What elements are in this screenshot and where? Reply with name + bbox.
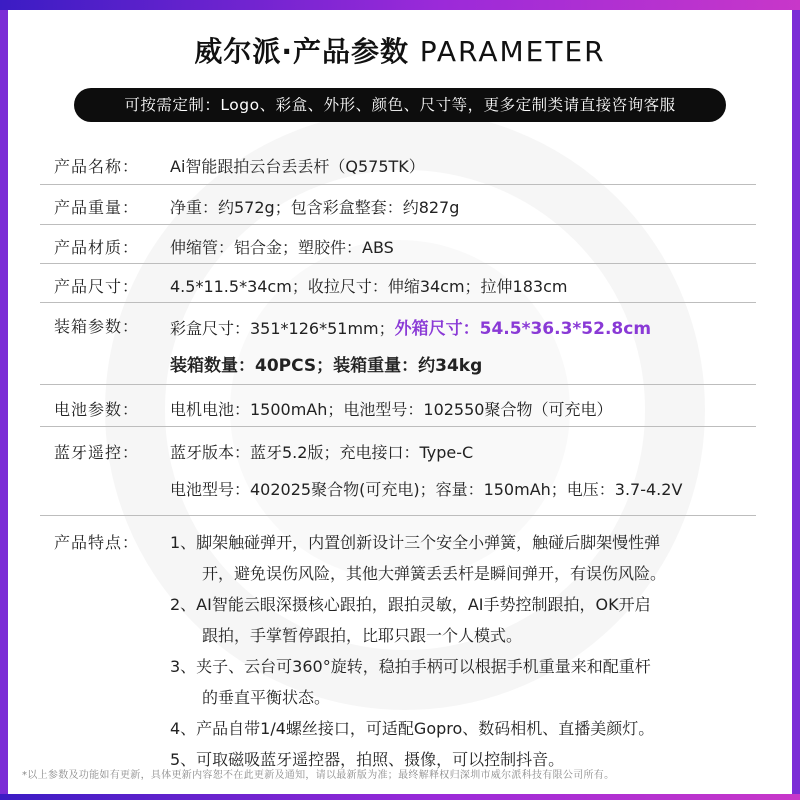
- spec-row-name: [40, 145, 756, 185]
- title-en: PARAMETER: [419, 35, 606, 68]
- title-cn: 威尔派·产品参数: [194, 35, 410, 68]
- spec-label: 产品材质：: [54, 238, 140, 257]
- feature-line: 1、脚架触碰弹开，内置创新设计三个安全小弹簧，触碰后脚架慢性弹: [170, 533, 661, 552]
- spec-table: [40, 145, 756, 776]
- spec-label: 产品名称：: [54, 157, 140, 176]
- feature-line: 开，避免误伤风险，其他大弹簧丢丢杆是瞬间弹开，有误伤风险。: [202, 564, 667, 583]
- bottom-accent-bar: [0, 794, 800, 800]
- packing-outer-box: 外箱尺寸：54.5*36.3*52.8cm: [394, 319, 652, 339]
- spec-label: 蓝牙遥控：: [54, 443, 140, 462]
- spec-label: 产品特点：: [54, 533, 140, 552]
- spec-row-remote: [40, 427, 756, 516]
- feature-line: 跟拍，手掌暂停跟拍，比耶只跟一个人模式。: [202, 626, 523, 645]
- feature-line: 4、产品自带1/4螺丝接口，可适配Gopro、数码相机、直播美颜灯。: [170, 719, 655, 738]
- feature-line: 的垂直平衡状态。: [202, 688, 331, 707]
- spec-label: 电池参数：: [54, 400, 140, 419]
- disclaimer-footnote: *以上参数及功能如有更新，具体更新内容恕不在此更新及通知，请以最新版为准；最终解释权归深圳市威尔派科技有限公司所有。: [22, 770, 615, 781]
- spec-value: 电机电池：1500mAh；电池型号：102550聚合物（可充电）: [170, 400, 613, 419]
- spec-row-features: [40, 516, 756, 776]
- feature-line: 3、夹子、云台可360°旋转，稳拍手柄可以根据手机重量来和配重杆: [170, 657, 651, 676]
- spec-value-line1: [170, 314, 651, 339]
- page-title: [0, 30, 800, 70]
- spec-row-weight: [40, 185, 756, 225]
- spec-label: 产品重量：: [54, 198, 140, 217]
- feature-line: 2、AI智能云眼深摄核心跟拍，跟拍灵敏，AI手势控制跟拍，OK开启: [170, 595, 651, 614]
- spec-row-battery: [40, 385, 756, 427]
- spec-row-packing: [40, 303, 756, 385]
- spec-label: 装箱参数：: [54, 317, 140, 336]
- feature-line: 5、可取磁吸蓝牙遥控器，拍照、摄像，可以控制抖音。: [170, 750, 565, 769]
- spec-label: 产品尺寸：: [54, 277, 140, 296]
- packing-color-box: 彩盒尺寸：351*126*51mm；: [170, 319, 395, 338]
- remote-line-1: 蓝牙版本：蓝牙5.2版；充电接口：Type-C: [170, 443, 474, 462]
- top-accent-bar: [0, 0, 800, 10]
- spec-row-size: [40, 264, 756, 303]
- spec-value: 净重：约572g；包含彩盒整套：约827g: [170, 198, 460, 217]
- remote-line-2: 电池型号：402025聚合物(可充电)；容量：150mAh；电压：3.7-4.2V: [170, 480, 683, 499]
- customization-banner: 可按需定制：Logo、彩盒、外形、颜色、尺寸等，更多定制类请直接咨询客服: [74, 88, 726, 122]
- spec-row-material: [40, 225, 756, 264]
- spec-value: Ai智能跟拍云台丢丢杆（Q575TK）: [170, 157, 425, 176]
- packing-quantity-weight: 装箱数量：40PCS；装箱重量：约34kg: [170, 356, 483, 376]
- spec-value: 伸缩管：铝合金；塑胶件：ABS: [170, 238, 394, 257]
- spec-value: 4.5*11.5*34cm；收拉尺寸：伸缩34cm；拉伸183cm: [170, 277, 568, 296]
